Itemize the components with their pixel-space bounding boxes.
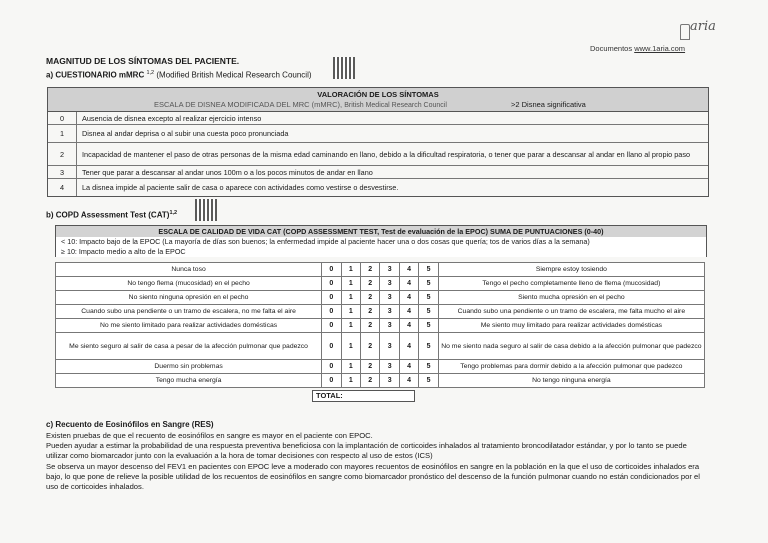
cat-score-option[interactable]: 4	[399, 374, 418, 388]
cat-score-option[interactable]: 3	[380, 319, 399, 333]
mmrc-row	[48, 166, 708, 179]
cat-score-option[interactable]: 1	[341, 333, 360, 360]
mmrc-grade: 1	[48, 125, 77, 142]
cat-item-left: No tengo flema (mucosidad) en el pecho	[56, 277, 322, 291]
cat-item-row	[56, 277, 705, 291]
mmrc-table-header	[48, 88, 708, 112]
cat-score-option[interactable]: 1	[341, 319, 360, 333]
cat-item-left: No me siento limitado para realizar actividades domésticas	[56, 319, 322, 333]
cat-item-right: No tengo ninguna energía	[438, 374, 704, 388]
cat-score-option[interactable]: 0	[322, 319, 341, 333]
mmrc-scale-name	[154, 100, 447, 109]
cat-score-option[interactable]: 4	[399, 291, 418, 305]
logo-icon	[680, 24, 690, 40]
cat-item-right: Siento mucha opresión en el pecho	[438, 291, 704, 305]
cat-score-option[interactable]: 2	[361, 263, 380, 277]
cat-low-impact: < 10: Impacto bajo de la EPOC (La mayoría de días son buenos; la enfermedad impide al paciente hacer una o dos cosas que quería; tos de varios días a la semana)	[61, 237, 590, 246]
mmrc-scale-source: British Medical Research Council	[344, 102, 447, 109]
cat-table-header	[55, 225, 707, 257]
mmrc-description: La disnea impide al paciente salir de casa o aparece con actividades como vestirse o desvestirse.	[82, 183, 399, 192]
cat-item-row	[56, 291, 705, 305]
cat-score-option[interactable]: 0	[322, 291, 341, 305]
cat-score-option[interactable]: 1	[341, 291, 360, 305]
mmrc-row	[48, 125, 708, 143]
cat-score-option[interactable]: 1	[341, 277, 360, 291]
mmrc-description: Ausencia de disnea excepto al realizar ejercicio intenso	[82, 113, 262, 123]
cat-score-option[interactable]: 5	[419, 305, 438, 319]
cat-score-option[interactable]: 3	[380, 277, 399, 291]
mmrc-significance: >2 Disnea significativa	[511, 100, 586, 109]
page-title: MAGNITUD DE LOS SÍNTOMAS DEL PACIENTE.	[46, 56, 240, 66]
qr-code-icon	[195, 199, 217, 221]
cat-score-option[interactable]: 2	[361, 305, 380, 319]
logo-text: aria	[690, 19, 716, 34]
qr-code-icon	[333, 57, 355, 79]
cat-score-option[interactable]: 4	[399, 277, 418, 291]
cat-item-right: Me siento muy limitado para realizar actividades domésticas	[438, 319, 704, 333]
cat-score-option[interactable]: 2	[361, 374, 380, 388]
cat-score-option[interactable]: 5	[419, 333, 438, 360]
cat-score-option[interactable]: 1	[341, 360, 360, 374]
cat-score-option[interactable]: 1	[341, 263, 360, 277]
cat-item-right: No me siento nada seguro al salir de casa debido a la afección pulmonar que padezco	[438, 333, 704, 360]
cat-item-left: Duermo sin problemas	[56, 360, 322, 374]
mmrc-description: Disnea al andar deprisa o al subir una cuesta poco pronunciada	[82, 129, 289, 138]
section-b-heading	[46, 210, 177, 220]
mmrc-grade: 4	[48, 179, 77, 196]
cat-score-option[interactable]: 0	[322, 277, 341, 291]
cat-table	[55, 262, 705, 388]
mmrc-grade: 3	[48, 166, 77, 178]
documents-header	[590, 44, 685, 53]
cat-score-option[interactable]: 4	[399, 319, 418, 333]
section-a-heading	[46, 70, 312, 80]
mmrc-row	[48, 179, 708, 196]
cat-item-right: Tengo el pecho completamente lleno de flema (mucosidad)	[438, 277, 704, 291]
mmrc-description: Tener que parar a descansar al andar unos 100m o a los pocos minutos de andar en llano	[82, 167, 373, 177]
cat-score-option[interactable]: 5	[419, 374, 438, 388]
cat-item-row	[56, 374, 705, 388]
cat-score-option[interactable]: 5	[419, 263, 438, 277]
cat-score-option[interactable]: 5	[419, 291, 438, 305]
cat-item-row	[56, 319, 705, 333]
section-a-sup: 1,2	[146, 70, 155, 76]
cat-item-row	[56, 305, 705, 319]
cat-score-option[interactable]: 1	[341, 305, 360, 319]
cat-table-title: ESCALA DE CALIDAD DE VIDA CAT (COPD ASSESSMENT TEST, Test de evaluación de la EPOC) SUMA DE PUNTUACIONES (0-40)	[56, 226, 706, 237]
cat-item-right: Tengo problemas para dormir debido a la afección pulmonar que padezco	[438, 360, 704, 374]
cat-score-option[interactable]: 3	[380, 291, 399, 305]
cat-score-option[interactable]: 5	[419, 319, 438, 333]
mmrc-table	[47, 87, 709, 197]
section-c-paragraph: Existen pruebas de que el recuento de eosinófilos en sangre es mayor en el paciente con EPOC.	[46, 431, 373, 440]
documents-label: Documentos	[590, 44, 633, 53]
cat-score-option[interactable]: 3	[380, 333, 399, 360]
cat-score-option[interactable]: 3	[380, 305, 399, 319]
cat-score-option[interactable]: 4	[399, 360, 418, 374]
cat-score-option[interactable]: 0	[322, 333, 341, 360]
mmrc-scale-title: ESCALA DE DISNEA MODIFICADA DEL MRC (mMRC),	[154, 100, 343, 109]
cat-score-option[interactable]: 4	[399, 263, 418, 277]
cat-score-option[interactable]: 2	[361, 291, 380, 305]
cat-item-left: No siento ninguna opresión en el pecho	[56, 291, 322, 305]
cat-score-option[interactable]: 4	[399, 333, 418, 360]
cat-item-left: Nunca toso	[56, 263, 322, 277]
cat-score-option[interactable]: 2	[361, 319, 380, 333]
cat-score-option[interactable]: 3	[380, 263, 399, 277]
cat-score-option[interactable]: 2	[361, 333, 380, 360]
section-a-source: (Modified British Medical Research Council)	[156, 70, 312, 80]
documents-link[interactable]: www.1aria.com	[634, 44, 686, 53]
cat-item-left: Tengo mucha energía	[56, 374, 322, 388]
mmrc-grade: 0	[48, 112, 77, 124]
cat-item-row	[56, 333, 705, 360]
cat-score-option[interactable]: 5	[419, 360, 438, 374]
cat-score-option[interactable]: 3	[380, 374, 399, 388]
cat-item-row	[56, 360, 705, 374]
section-c-paragraph: Pueden ayudar a estimar la probabilidad de una respuesta preventiva beneficiosa con la implantación de corticoides inhalados al tratamiento broncodilatador estándar, y por lo tanto se puede utilizar como biomarcador junto con la evaluación a la hora de tomar decisiones con respecto al uso de estos (ICS)	[46, 441, 687, 461]
cat-high-impact: ≥ 10: Impacto medio a alto de la EPOC	[61, 247, 186, 256]
cat-item-right: Siempre estoy tosiendo	[438, 263, 704, 277]
section-c-heading: c) Recuento de Eosinófilos en Sangre (RES)	[46, 420, 214, 429]
cat-item-right: Cuando subo una pendiente o un tramo de escalera, me falta mucho el aire	[438, 305, 704, 319]
section-a-label: a) CUESTIONARIO mMRC	[46, 70, 145, 80]
mmrc-grade: 2	[48, 143, 77, 165]
cat-item-left: Cuando subo una pendiente o un tramo de escalera, no me falta el aire	[56, 305, 322, 319]
mmrc-row	[48, 112, 708, 125]
cat-score-option[interactable]: 0	[322, 360, 341, 374]
cat-score-option[interactable]: 2	[361, 360, 380, 374]
cat-score-option[interactable]: 5	[419, 277, 438, 291]
section-c-paragraph: Se observa un mayor descenso del FEV1 en pacientes con EPOC leve a moderado con mayores recuentos de eosinófilos en sangre en la población en la que el uso de corticoides inhalados era bajo, lo que pone de relieve la posible utilidad de los recuentos de eosinófilos en sangre como biomarcador pronóstico del descenso de la función pulmonar cuando no están condicionados por el uso de corticoides inhalados.	[46, 461, 700, 492]
cat-score-option[interactable]: 3	[380, 360, 399, 374]
cat-score-option[interactable]: 1	[341, 374, 360, 388]
mmrc-description: Incapacidad de mantener el paso de otras personas de la misma edad caminando en llano, debido a la dificultad respiratoria, o tener que parar a descansar al andar en llano al propio paso	[82, 149, 691, 159]
section-c-body	[46, 431, 708, 492]
cat-total[interactable]: TOTAL:	[312, 390, 415, 402]
cat-score-option[interactable]: 0	[322, 374, 341, 388]
cat-score-option[interactable]: 2	[361, 277, 380, 291]
cat-item-row	[56, 263, 705, 277]
mmrc-table-title: VALORACIÓN DE LOS SÍNTOMAS	[317, 90, 439, 99]
cat-score-option[interactable]: 4	[399, 305, 418, 319]
cat-score-option[interactable]: 0	[322, 263, 341, 277]
cat-item-left: Me siento seguro al salir de casa a pesar de la afección pulmonar que padezco	[56, 333, 322, 360]
mmrc-row	[48, 143, 708, 166]
section-b-sup: 1,2	[169, 210, 178, 216]
cat-score-option[interactable]: 0	[322, 305, 341, 319]
section-b-label: b) COPD Assessment Test (CAT)	[46, 210, 170, 220]
